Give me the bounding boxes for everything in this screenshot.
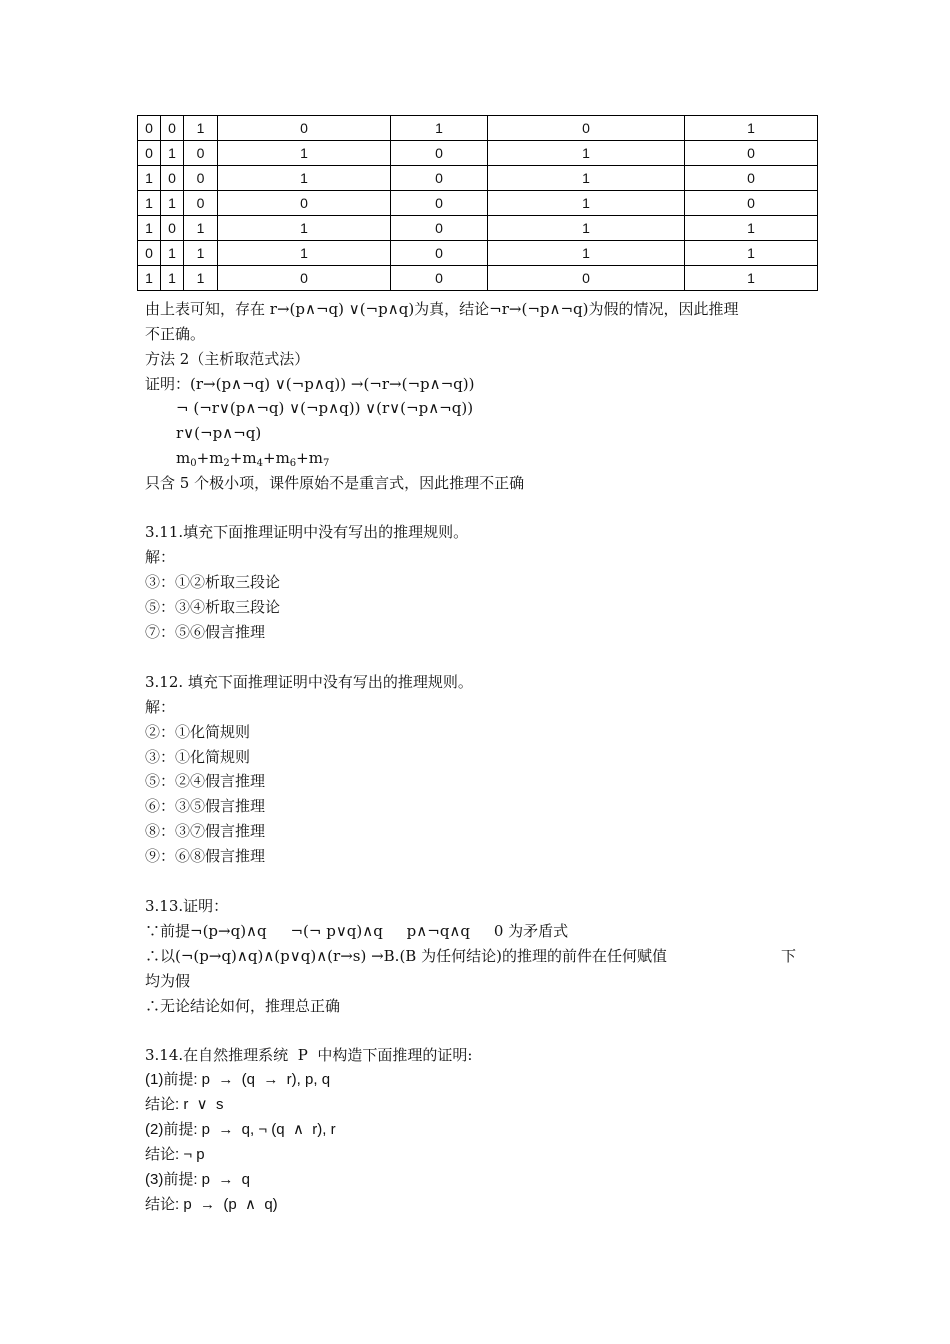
plus-sign: + xyxy=(229,449,243,467)
minterm-index: 6 xyxy=(289,458,297,469)
table-cell: 1 xyxy=(138,216,161,241)
section-3-13-line-2-tail: 下 xyxy=(781,947,797,965)
table-cell: 1 xyxy=(184,216,218,241)
section-3-13-title: 3.13.证明： xyxy=(145,897,229,915)
table-row xyxy=(138,191,818,216)
section-3-12-item: ②：①化简规则 xyxy=(145,723,251,741)
table-cell: 0 xyxy=(391,166,488,191)
table-cell: 1 xyxy=(488,216,685,241)
only-five-minterms: 只含 5 个极小项，课件原始不是重言式，因此推理不正确 xyxy=(145,474,525,492)
table-cell: 1 xyxy=(138,191,161,216)
table-cell: 0 xyxy=(488,116,685,141)
table-cell: 1 xyxy=(184,266,218,291)
table-cell: 0 xyxy=(161,216,184,241)
table-cell: 1 xyxy=(218,166,391,191)
table-cell: 0 xyxy=(184,191,218,216)
table-cell: 0 xyxy=(391,216,488,241)
table-cell: 1 xyxy=(685,116,818,141)
table-row xyxy=(138,116,818,141)
table-cell: 0 xyxy=(138,241,161,266)
table-cell: 0 xyxy=(138,141,161,166)
table-cell: 0 xyxy=(391,141,488,166)
table-cell: 1 xyxy=(184,116,218,141)
table-cell: 0 xyxy=(391,266,488,291)
minterm-index: 4 xyxy=(256,458,263,469)
section-3-13-line-3: 均为假 xyxy=(145,972,191,990)
table-cell: 0 xyxy=(391,241,488,266)
section-3-13-line-1: ∵前提¬(p→q)∧q ¬(¬ p∨q)∧q p∧¬q∧q 0 为矛盾式 xyxy=(145,922,569,940)
table-row xyxy=(138,241,818,266)
conclusion-line-1: 由上表可知，存在 r→(p∧¬q) ∨(¬p∧q)为真，结论¬r→(¬p∧¬q)为假的情况，因此推理 xyxy=(145,300,739,318)
plus-sign: + xyxy=(296,449,309,467)
section-3-14-premise-1: (1)前提: p → (q → r), p, q xyxy=(145,1071,331,1088)
section-3-12-title: 3.12. 填充下面推理证明中没有写出的推理规则。 xyxy=(145,673,473,691)
table-cell: 1 xyxy=(161,241,184,266)
section-3-11-item: ③：①②析取三段论 xyxy=(145,573,281,591)
table-cell: 1 xyxy=(685,216,818,241)
minterm-symbol: m xyxy=(308,449,323,467)
minterm-sum xyxy=(176,448,329,468)
section-3-14-conclusion-2: 结论: ¬ p xyxy=(145,1146,205,1163)
table-cell: 1 xyxy=(138,166,161,191)
table-cell: 0 xyxy=(184,141,218,166)
section-3-11-item: ⑦：⑤⑥假言推理 xyxy=(145,623,266,641)
truth-table-body xyxy=(138,116,818,291)
table-cell: 1 xyxy=(685,266,818,291)
section-3-13-line-2: ∴以(¬(p→q)∧q)∧(p∨q)∧(r→s) →B.(B 为任何结论)的推理的前件在任何赋值 xyxy=(145,947,667,965)
conclusion-line-2: 不正确。 xyxy=(145,325,206,343)
table-cell: 0 xyxy=(218,266,391,291)
table-cell: 0 xyxy=(391,191,488,216)
table-cell: 1 xyxy=(488,166,685,191)
table-row xyxy=(138,166,818,191)
minterm-index: 2 xyxy=(223,458,230,469)
section-3-11-title: 3.11.填充下面推理证明中没有写出的推理规则。 xyxy=(145,523,469,541)
plus-sign: + xyxy=(196,449,210,467)
table-cell: 0 xyxy=(161,166,184,191)
table-cell: 0 xyxy=(218,116,391,141)
table-cell: 1 xyxy=(218,241,391,266)
table-cell: 1 xyxy=(488,241,685,266)
minterm-symbol: m xyxy=(209,449,224,467)
section-3-14-premise-3: (3)前提: p → q xyxy=(145,1171,251,1188)
table-cell: 1 xyxy=(391,116,488,141)
section-3-12-item: ⑤：②④假言推理 xyxy=(145,772,266,790)
section-3-11-solution-label: 解： xyxy=(145,548,176,566)
minterm-symbol: m xyxy=(242,449,257,467)
table-cell: 1 xyxy=(218,216,391,241)
table-cell: 1 xyxy=(218,141,391,166)
proof-line-1: 证明：(r→(p∧¬q) ∨(¬p∧q)) →(¬r→(¬p∧¬q)) xyxy=(145,375,475,393)
minterm-index: 7 xyxy=(322,458,330,469)
section-3-12-item: ⑨：⑥⑧假言推理 xyxy=(145,847,266,865)
section-3-14-title: 3.14.在自然推理系统 P 中构造下面推理的证明: xyxy=(145,1046,473,1064)
table-cell: 1 xyxy=(161,191,184,216)
table-cell: 0 xyxy=(488,266,685,291)
table-cell: 1 xyxy=(161,266,184,291)
table-cell: 1 xyxy=(685,241,818,266)
section-3-12-item: ⑧：③⑦假言推理 xyxy=(145,822,266,840)
table-cell: 0 xyxy=(685,191,818,216)
truth-table xyxy=(137,115,818,291)
section-3-14-conclusion-3: 结论: p → (p ∧ q) xyxy=(145,1196,278,1213)
section-3-14-conclusion-1: 结论: r ∨ s xyxy=(145,1096,224,1113)
table-cell: 0 xyxy=(685,166,818,191)
table-row xyxy=(138,141,818,166)
proof-line-3: r∨(¬p∧¬q) xyxy=(176,424,262,442)
table-cell: 1 xyxy=(138,266,161,291)
section-3-13-line-4: ∴无论结论如何，推理总正确 xyxy=(145,997,341,1015)
table-cell: 1 xyxy=(184,241,218,266)
table-cell: 0 xyxy=(184,166,218,191)
table-cell: 0 xyxy=(685,141,818,166)
minterm-index: 0 xyxy=(190,458,197,469)
table-cell: 1 xyxy=(488,141,685,166)
proof-line-2: ¬ (¬r∨(p∧¬q) ∨(¬p∧q)) ∨(r∨(¬p∧¬q)) xyxy=(176,399,474,417)
section-3-11-item: ⑤：③④析取三段论 xyxy=(145,598,281,616)
table-cell: 0 xyxy=(138,116,161,141)
table-cell: 1 xyxy=(161,141,184,166)
section-3-14-premise-2: (2)前提: p → q, ¬ (q ∧ r), r xyxy=(145,1121,336,1138)
method-2-heading: 方法 2（主析取范式法） xyxy=(145,350,310,368)
minterm-symbol: m xyxy=(275,449,290,467)
table-row xyxy=(138,266,818,291)
section-3-12-item: ③：①化简规则 xyxy=(145,748,251,766)
section-3-12-solution-label: 解： xyxy=(145,698,176,716)
section-3-12-item: ⑥：③⑤假言推理 xyxy=(145,797,266,815)
table-row xyxy=(138,216,818,241)
table-cell: 0 xyxy=(218,191,391,216)
minterm-symbol: m xyxy=(176,449,191,467)
table-cell: 1 xyxy=(488,191,685,216)
plus-sign: + xyxy=(262,449,276,467)
table-cell: 0 xyxy=(161,116,184,141)
